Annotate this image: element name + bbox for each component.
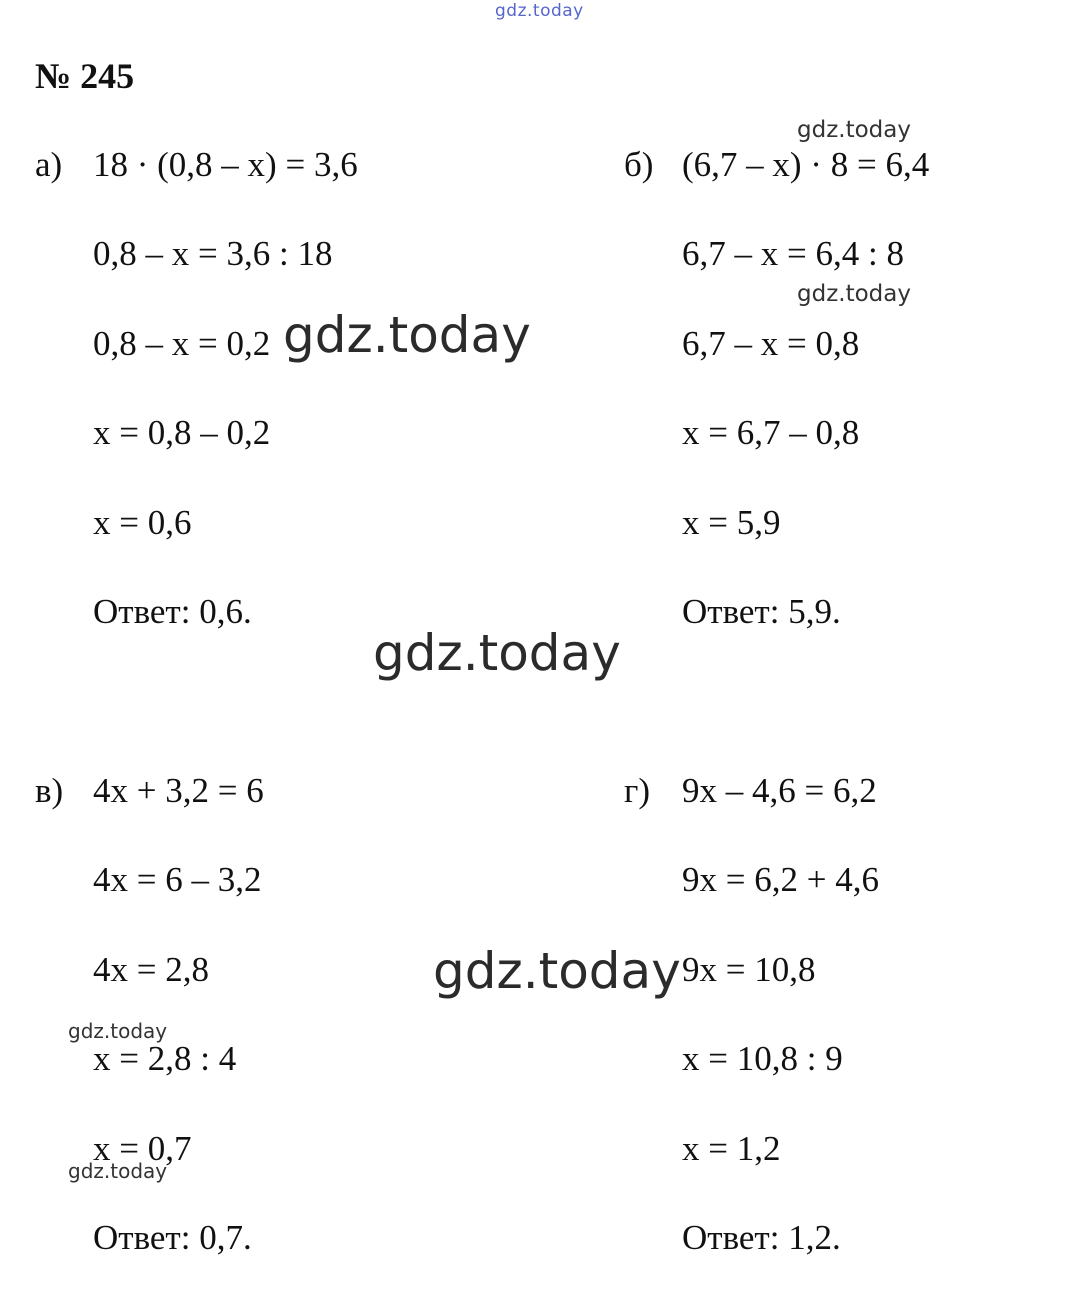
equation-line: 4x = 2,8 xyxy=(93,949,209,989)
equation-line: 18 · (0,8 – x) = 3,6 xyxy=(93,145,358,184)
equation-line: 9x – 4,6 = 6,2 xyxy=(682,771,877,810)
equation-line: 9x = 6,2 + 4,6 xyxy=(682,860,879,900)
equation-line: x = 5,9 xyxy=(682,502,781,542)
equation-line: 4x + 3,2 = 6 xyxy=(93,771,264,810)
answer-line: Ответ: 0,7. xyxy=(93,1217,252,1257)
watermark: gdz.today xyxy=(433,942,681,1000)
watermark: gdz.today xyxy=(373,624,621,682)
part-letter-c: в) xyxy=(35,771,64,810)
part-b-solution xyxy=(682,143,929,679)
equation-line: x = 6,7 – 0,8 xyxy=(682,413,860,453)
equation-line: (6,7 – x) · 8 = 6,4 xyxy=(682,145,930,184)
answer-line: Ответ: 1,2. xyxy=(682,1217,841,1257)
equation-line: 9x = 10,8 xyxy=(682,949,816,989)
equation-line: x = 1,2 xyxy=(682,1128,781,1168)
watermark: gdz.today xyxy=(283,306,531,364)
equation-line: 0,8 – x = 0,2 xyxy=(93,323,271,363)
part-a-solution xyxy=(93,143,358,679)
equation-line: 6,7 – x = 6,4 : 8 xyxy=(682,234,904,274)
equation-line: x = 0,8 – 0,2 xyxy=(93,413,271,453)
watermark-top: gdz.today xyxy=(495,1,584,21)
answer-line: Ответ: 5,9. xyxy=(682,591,841,631)
part-d-solution xyxy=(682,769,879,1305)
answer-line: Ответ: 0,6. xyxy=(93,591,252,631)
equation-line: x = 10,8 : 9 xyxy=(682,1039,843,1079)
equation-line: 6,7 – x = 0,8 xyxy=(682,323,860,363)
watermark: gdz.today xyxy=(797,281,911,307)
part-letter-d: г) xyxy=(624,771,651,810)
equation-line: 0,8 – x = 3,6 : 18 xyxy=(93,234,333,274)
equation-line: x = 0,6 xyxy=(93,502,192,542)
watermark: gdz.today xyxy=(797,117,911,143)
part-letter-b: б) xyxy=(624,145,654,184)
part-letter-a: а) xyxy=(35,145,63,184)
watermark: gdz.today xyxy=(68,1019,168,1043)
problem-number: № 245 xyxy=(35,56,135,96)
equation-line: x = 0,7 xyxy=(93,1128,192,1168)
equation-line: 4x = 6 – 3,2 xyxy=(93,860,262,900)
watermark: gdz.today xyxy=(68,1159,168,1183)
equation-line: x = 2,8 : 4 xyxy=(93,1039,237,1079)
